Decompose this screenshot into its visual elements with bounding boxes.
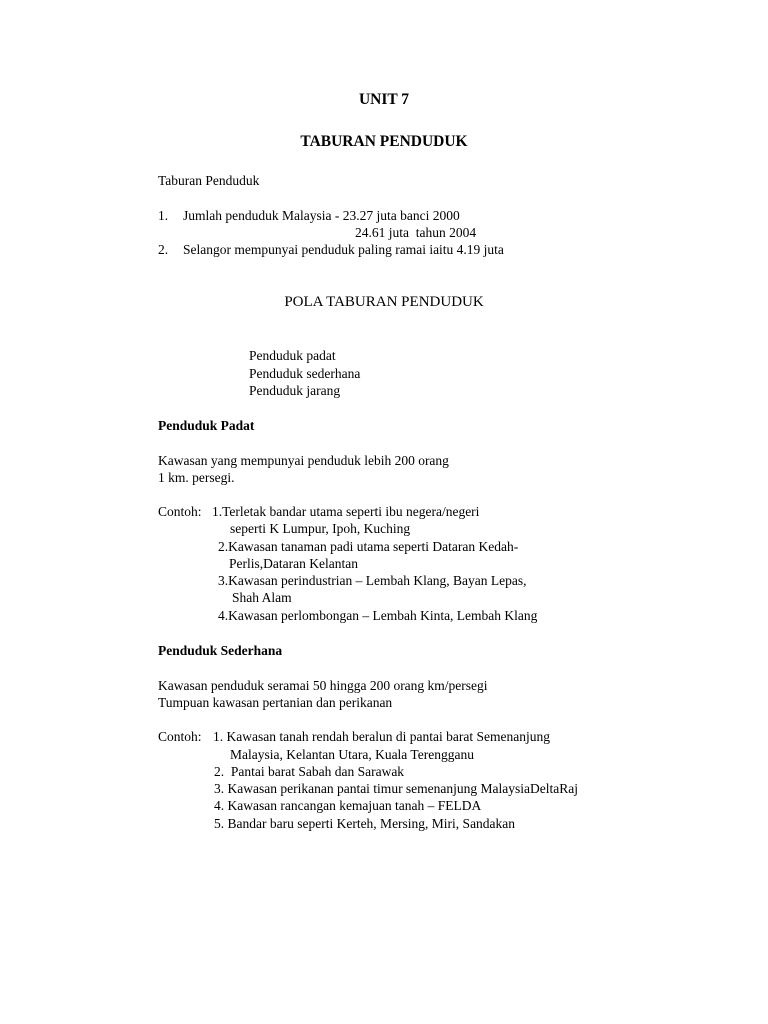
sederhana-example-line: 2. Pantai barat Sabah dan Sarawak (214, 764, 405, 779)
sederhana-example-line: Malaysia, Kelantan Utara, Kuala Terengganu (230, 747, 474, 762)
padat-example-line: Shah Alam (232, 590, 292, 605)
padat-example-line: 4.Kawasan perlombongan – Lembah Kinta, Lembah Klang (218, 608, 538, 623)
padat-contoh-label: Contoh: (158, 504, 202, 519)
padat-desc-line: Kawasan yang mempunyai penduduk lebih 200 orang (158, 453, 449, 468)
padat-desc-line: 1 km. persegi. (158, 470, 235, 485)
intro-item-text: Jumlah penduduk Malaysia - 23.27 juta banci 2000 (183, 208, 460, 223)
pola-type: Penduduk jarang (249, 383, 341, 398)
unit-heading: UNIT 7 (358, 91, 410, 108)
padat-example-line: seperti K Lumpur, Ipoh, Kuching (230, 521, 411, 536)
page-title: TABURAN PENDUDUK (300, 133, 468, 150)
pola-type: Penduduk sederhana (249, 366, 361, 381)
padat-example-line: 3.Kawasan perindustrian – Lembah Klang, Bayan Lepas, (218, 573, 527, 588)
pola-heading: POLA TABURAN PENDUDUK (284, 294, 484, 310)
sederhana-example-line: 3. Kawasan perikanan pantai timur semenanjung MalaysiaDeltaRaj (214, 781, 579, 796)
sederhana-desc-line: Tumpuan kawasan pertanian dan perikanan (158, 695, 393, 710)
padat-example-line: 1.Terletak bandar utama seperti ibu negera/negeri (212, 504, 480, 519)
padat-example-line: 2.Kawasan tanaman padi utama seperti Dataran Kedah- (218, 539, 519, 554)
sederhana-example-line: 5. Bandar baru seperti Kerteh, Mersing, Miri, Sandakan (214, 816, 516, 831)
sederhana-contoh-label: Contoh: (158, 729, 202, 744)
sederhana-desc-line: Kawasan penduduk seramai 50 hingga 200 orang km/persegi (158, 678, 488, 693)
padat-example-line: Perlis,Dataran Kelantan (229, 556, 358, 571)
sederhana-example-line: 4. Kawasan rancangan kemajuan tanah – FELDA (214, 798, 482, 813)
intro-subtitle: Taburan Penduduk (158, 173, 260, 188)
intro-item-number: 2. (158, 242, 169, 257)
intro-item-text: Selangor mempunyai penduduk paling ramai iaitu 4.19 juta (183, 242, 504, 257)
intro-item-number: 1. (158, 208, 169, 223)
intro-item-continuation: 24.61 juta tahun 2004 (355, 225, 477, 240)
sederhana-example-line: 1. Kawasan tanah rendah beralun di pantai barat Semenanjung (213, 729, 550, 744)
pola-type: Penduduk padat (249, 348, 336, 363)
sederhana-heading: Penduduk Sederhana (158, 643, 283, 658)
padat-heading: Penduduk Padat (158, 418, 255, 433)
